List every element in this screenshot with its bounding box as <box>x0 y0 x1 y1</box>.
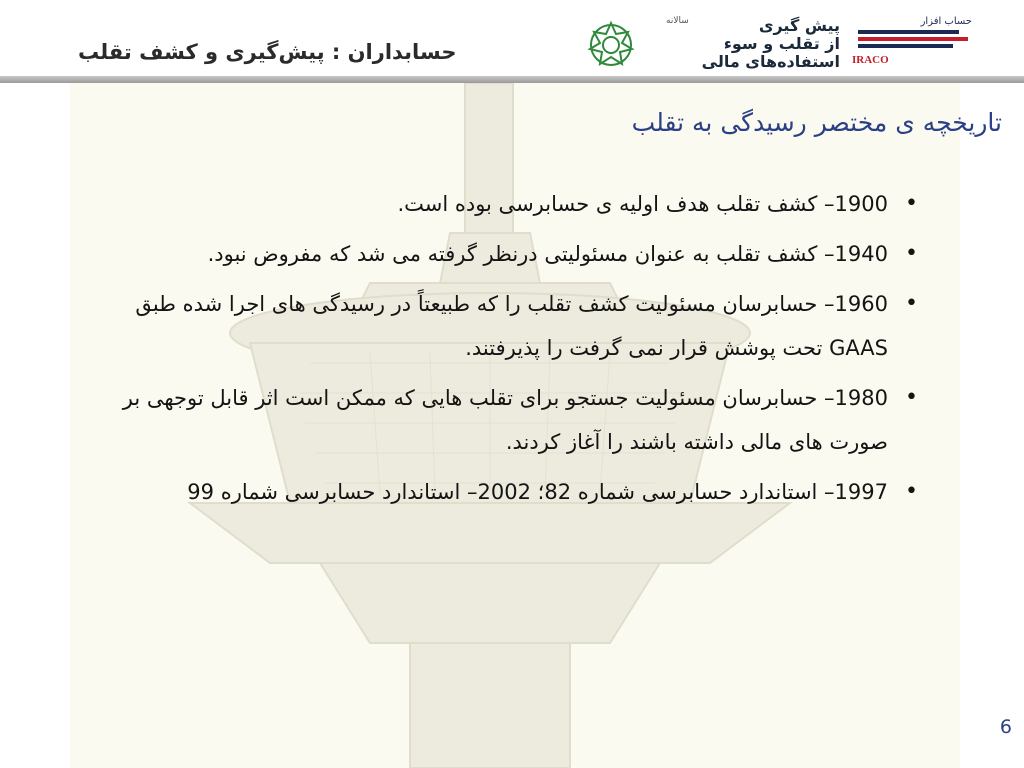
header-divider <box>0 76 1024 83</box>
section-title: حسابداران : پیش‌گیری و کشف تقلب <box>78 40 457 64</box>
bullet-item-1960 <box>84 282 918 370</box>
conference-title-line1: پیش گیری <box>758 16 840 35</box>
bullet-text: 1980– حسابرسان مسئولیت جستجو برای تقلب هایی که ممکن است اثر قابل توجهی بر صورت های مالی داشته باشند را آغاز کردند. <box>122 386 888 454</box>
slide-number: 6 <box>999 716 1012 738</box>
bullet-icon: • <box>905 385 918 410</box>
bullet-text: 1940– کشف تقلب به عنوان مسئولیتی درنظر گرفته می شد که مفروض نبود. <box>207 242 888 266</box>
iraco-caption: حساب افزار <box>920 16 972 27</box>
bullet-text: 1900– کشف تقلب هدف اولیه ی حسابرسی بوده است. <box>397 192 888 216</box>
iraco-stripes <box>858 30 968 54</box>
bullet-item-1997 <box>84 470 918 514</box>
iraco-name: IRACO <box>852 54 889 66</box>
bullet-text: 1997– استاندارد حسابرسی شماره 82؛ 2002– استاندارد حسابرسی شماره 99 <box>187 480 888 504</box>
tehran-municipality-emblem-icon <box>586 20 636 70</box>
iraco-logo-icon <box>852 16 972 66</box>
bullet-item-1900 <box>84 182 918 226</box>
bullet-icon: • <box>905 479 918 504</box>
header-bar <box>0 0 1024 76</box>
bullet-item-1980 <box>84 376 918 464</box>
bullet-item-1940 <box>84 232 918 276</box>
conference-title <box>668 16 840 72</box>
conference-badge: سالانه <box>666 16 689 26</box>
bullet-icon: • <box>905 291 918 316</box>
bullet-icon: • <box>905 191 918 216</box>
slide-title: تاریخچه ی مختصر رسیدگی به تقلب <box>631 108 1002 137</box>
conference-title-line2: از تقلب و سوء <box>723 34 840 53</box>
bullet-text: 1960– حسابرسان مسئولیت کشف تقلب را که طبیعتاً در رسیدگی های اجرا شده طبق GAAS تحت پوشش قرار نمی گرفت را پذیرفتند. <box>135 292 888 360</box>
conference-title-line3: استفاده‌های مالی <box>701 52 840 71</box>
bullet-list <box>84 182 918 520</box>
bullet-icon: • <box>905 241 918 266</box>
